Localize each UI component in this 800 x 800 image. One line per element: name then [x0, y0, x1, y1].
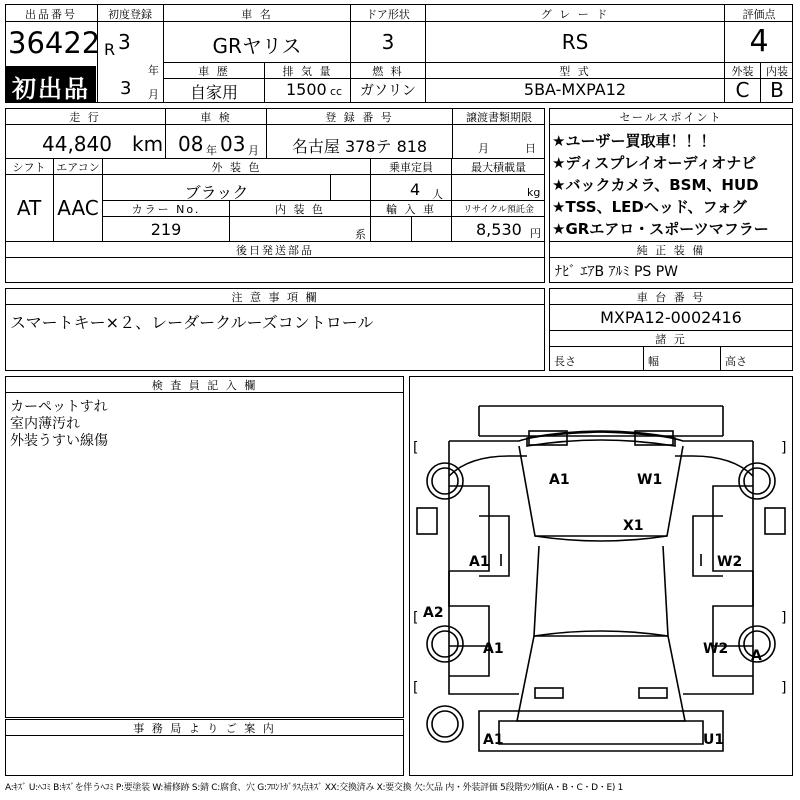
inspection-year: 08 [178, 132, 204, 156]
later-parts-label: 後日発送部品 [236, 244, 314, 257]
damage-mark: W1 [637, 472, 663, 488]
ac-value: AAC [57, 196, 99, 220]
lot-number: 36422 [8, 26, 101, 60]
int-label: 内装 [766, 65, 788, 78]
chassis-label: 車 台 番 号 [636, 291, 706, 304]
mileage-value: 44,840 [42, 132, 112, 156]
bracket-right: ] [781, 440, 787, 456]
damage-mark: A [751, 648, 762, 664]
displacement-value: 1500 [286, 80, 327, 99]
year-unit: 年 [148, 64, 159, 77]
first-listing-label: 初出品 [12, 75, 90, 103]
score-label: 評価点 [742, 8, 776, 21]
bracket-right: ] [781, 610, 787, 626]
equipment-value: ﾅﾋﾞ ｴｱB ｱﾙﾐ PS PW [555, 264, 679, 280]
length-label: 長さ [554, 355, 576, 368]
width-label: 幅 [648, 355, 659, 368]
bracket-left: [ [413, 440, 419, 456]
capacity-unit: 人 [432, 188, 443, 201]
reg-label: 初度登録 [108, 8, 152, 21]
inspector-line: 外装うすい線傷 [10, 433, 108, 449]
damage-mark: A1 [483, 732, 504, 748]
bracket-left: [ [413, 610, 419, 626]
inspection-label: 車 検 [200, 111, 232, 124]
mileage-label: 走 行 [69, 111, 101, 124]
bracket-right: ] [781, 680, 787, 696]
displacement-label: 排 気 量 [282, 65, 333, 78]
model-label: 型 式 [559, 65, 591, 78]
history-label: 車 歴 [198, 65, 230, 78]
era-mark: R [104, 40, 116, 59]
shift-label: シフト [12, 161, 46, 174]
inspector-line: カーペットすれ [10, 399, 108, 415]
damage-mark: A1 [483, 641, 504, 657]
grade-value: RS [561, 30, 589, 54]
inspection-year-unit: 年 [206, 144, 217, 157]
damage-mark: X1 [623, 518, 644, 534]
inspector-label: 検 査 員 記 入 欄 [151, 379, 258, 392]
sales-point-item: ★TSS、LEDヘッド、フォグ [552, 198, 747, 216]
car-name-label: 車 名 [241, 8, 273, 21]
damage-mark: U1 [703, 732, 725, 748]
car-diagram [409, 376, 793, 776]
color-value: ブラック [184, 183, 249, 202]
plate-value: 名古屋 378テ 818 [291, 137, 428, 156]
recycle-label: リサイクル預託金 [463, 205, 534, 215]
history-value: 自家用 [189, 83, 238, 102]
damage-mark: W2 [703, 641, 729, 657]
score-value: 4 [749, 24, 769, 59]
month-unit: 月 [148, 88, 159, 101]
color-no-label: カラー No. [131, 203, 201, 216]
damage-mark: A1 [549, 472, 570, 488]
ext-label: 外装 [731, 65, 754, 78]
notes-value: スマートキー×２、レーダークルーズコントロール [10, 313, 374, 332]
shift-value: AT [16, 196, 42, 220]
sales-point-item: ★バックカメラ、BSM、HUD [552, 176, 759, 194]
int-grade: B [770, 78, 784, 102]
color-no-value: 219 [150, 220, 182, 239]
inspection-month: 03 [220, 132, 246, 156]
sales-point-item: ★GRエアロ・スポーツマフラー [552, 220, 769, 238]
fuel-label: 燃 料 [372, 65, 404, 78]
load-label: 最大積載量 [471, 161, 526, 174]
notes-label: 注 意 事 項 欄 [231, 291, 319, 304]
sales-point-item: ★ディスプレイオーディオナビ [552, 154, 757, 172]
damage-mark: W2 [717, 554, 743, 570]
load-unit: kg [527, 186, 541, 199]
inspection-month-unit: 月 [248, 144, 259, 157]
reg-month: 3 [120, 78, 132, 99]
chassis-number: MXPA12-0002416 [600, 308, 742, 327]
grade-label: グ レ ー ド [540, 8, 610, 21]
recycle-unit: 円 [530, 227, 541, 240]
damage-mark: A1 [469, 554, 490, 570]
displacement-unit: cc [330, 85, 343, 98]
sales-point-item: ★ユーザー買取車！！！ [552, 132, 716, 150]
lot-label: 出品番号 [25, 8, 77, 21]
color-label: 外 装 色 [211, 161, 262, 174]
car-name: GRヤリス [212, 34, 302, 58]
reg-year: 3 [118, 30, 131, 54]
fuel-value: ガソリン [360, 83, 416, 99]
transfer-month-unit: 月 [478, 142, 489, 155]
inspector-line: 室内薄汚れ [10, 416, 80, 432]
sales-points-label: セールスポイント [619, 111, 723, 124]
mileage-unit: km [132, 132, 164, 156]
bracket-left: [ [413, 680, 419, 696]
interior-unit: 系 [355, 228, 366, 241]
height-label: 高さ [725, 355, 747, 368]
office-label: 事 務 局 よ り ご 案 内 [133, 722, 276, 735]
model-code: 5BA-MXPA12 [523, 80, 627, 99]
door-count: 3 [381, 30, 395, 54]
ac-label: エアコン [56, 161, 100, 174]
damage-mark: A2 [423, 605, 444, 621]
import-label: 輸 入 車 [386, 203, 436, 216]
capacity-value: 4 [410, 180, 421, 199]
legend-text: A:ｷｽﾞ U:ﾍｺﾐ B:ｷｽﾞを伴うﾍｺﾐ P:要塗装 W:補修跡 S:錆 C:腐食、穴 G:ﾌﾛﾝﾄｶﾞﾗｽ点ｷｽﾞ XX:交換済み X:要交換 欠:欠品 内・外装評価 5段階ﾗﾝｸ順(A・B・C・D・E) 1 [5, 783, 624, 793]
recycle-value: 8,530 [476, 220, 522, 239]
ext-grade: C [735, 78, 750, 102]
dims-label: 諸 元 [655, 333, 687, 346]
plate-label: 登 録 番 号 [325, 111, 394, 124]
door-label: ドア形状 [366, 8, 410, 21]
capacity-label: 乗車定員 [389, 161, 433, 174]
interior-color-label: 内 装 色 [275, 203, 325, 216]
equipment-label: 純 正 装 備 [636, 244, 706, 257]
transfer-label: 譲渡書類期限 [466, 111, 532, 124]
transfer-day-unit: 日 [525, 142, 536, 155]
